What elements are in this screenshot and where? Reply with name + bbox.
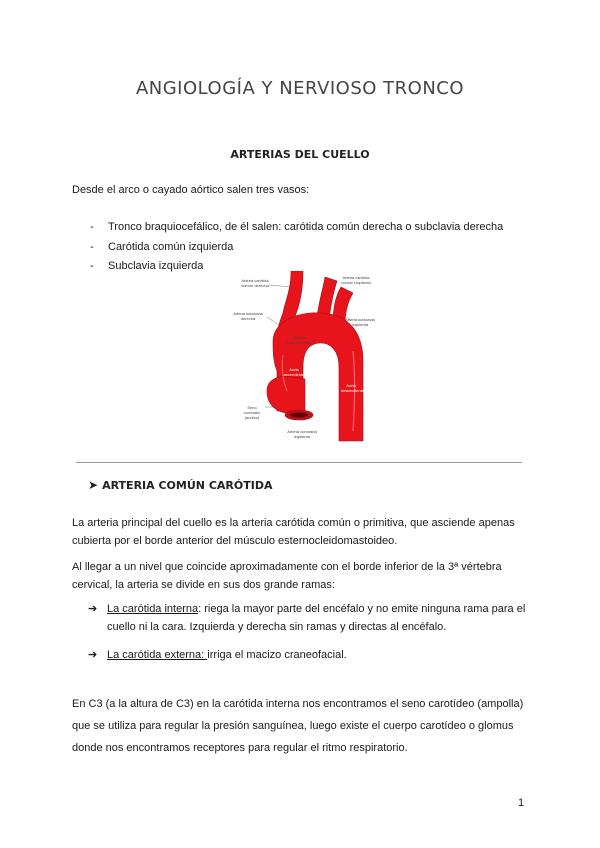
figure-label: Aorta ascendente <box>283 367 305 377</box>
list-item-text: Subclavia izquierda <box>108 260 204 272</box>
list-item <box>72 238 503 258</box>
figure-label: Aorta descendente <box>341 383 364 393</box>
arrow-right-icon: ➔ <box>88 603 98 615</box>
list-item-text: Tronco braquiocefálico, de él salen: carótida común derecha o subclavia derecha <box>108 221 504 233</box>
figure-label: Arteria coronaria izquierda <box>287 429 317 439</box>
figure-label: Seno coronario (aórtico) <box>243 405 261 420</box>
aortic-arch-illustration <box>233 271 379 447</box>
subsection-heading <box>88 478 272 492</box>
body-paragraph: En C3 (a la altura de C3) en la carótida interna nos encontramos el seno carotídeo (ampolla) que se utiliza para regular la presión sanguínea, luego existe el cuerpo carotídeo o glomus donde nos encontramos receptores para regular el ritmo respiratorio. <box>72 698 524 754</box>
branch-item-external <box>88 646 528 664</box>
intro-paragraph: Desde el arco o cayado aórtico salen tres vasos: <box>72 184 310 196</box>
figure-label: Arco aórtico <box>309 347 331 352</box>
body-paragraph: La arteria principal del cuello es la arteria carótida común o primitiva, que asciende apenas cubierta por el borde anterior del músculo esternocleidomastoideo. <box>72 517 515 547</box>
arrow-right-icon: ➔ <box>88 649 98 661</box>
figure-label: Tronco braquiocefálico <box>286 335 314 345</box>
subsection-title: ARTERIA COMÚN CARÓTIDA <box>102 479 273 492</box>
branch-text <box>107 600 528 636</box>
dash-marker: - <box>90 221 94 233</box>
branch-description: : riega la mayor parte del encéfalo y no emite ninguna rama para el cuello ni la cara. Izquierda y derecha sin ramas y directas al encéfalo. <box>107 603 526 633</box>
figure-label: Arteria carótida común izquierda <box>341 275 371 285</box>
vessel-list <box>72 218 503 277</box>
figure-label: Arteria subclavia izquierda <box>345 317 375 327</box>
list-item-text: Carótida común izquierda <box>108 240 234 253</box>
branch-text <box>107 646 528 664</box>
figure-label: Arteria subclavia derecha <box>233 311 263 321</box>
dash-marker: - <box>90 260 94 272</box>
branch-term: La carótida interna <box>107 603 199 615</box>
figure-label: Arteria carótida común derecha <box>241 278 269 288</box>
section-heading: ARTERIAS DEL CUELLO <box>230 148 370 161</box>
list-item <box>72 218 503 238</box>
horizontal-rule <box>76 462 522 463</box>
branch-item-internal <box>88 600 528 636</box>
aortic-arch-figure <box>233 271 379 447</box>
document-title: ANGIOLOGÍA Y NERVIOSO TRONCO <box>135 78 465 99</box>
dash-marker: - <box>90 240 94 253</box>
arrow-right-icon: ➤ <box>88 478 99 492</box>
body-paragraph: Al llegar a un nivel que coincide aproximadamente con el borde inferior de la 3ª vértebra cervical, la arteria se divide en sus dos grande ramas: <box>72 561 502 591</box>
page-number: 1 <box>518 797 525 809</box>
branch-description: irriga el macizo craneofacial. <box>207 649 347 661</box>
branch-term: La carótida externa: <box>107 649 208 661</box>
